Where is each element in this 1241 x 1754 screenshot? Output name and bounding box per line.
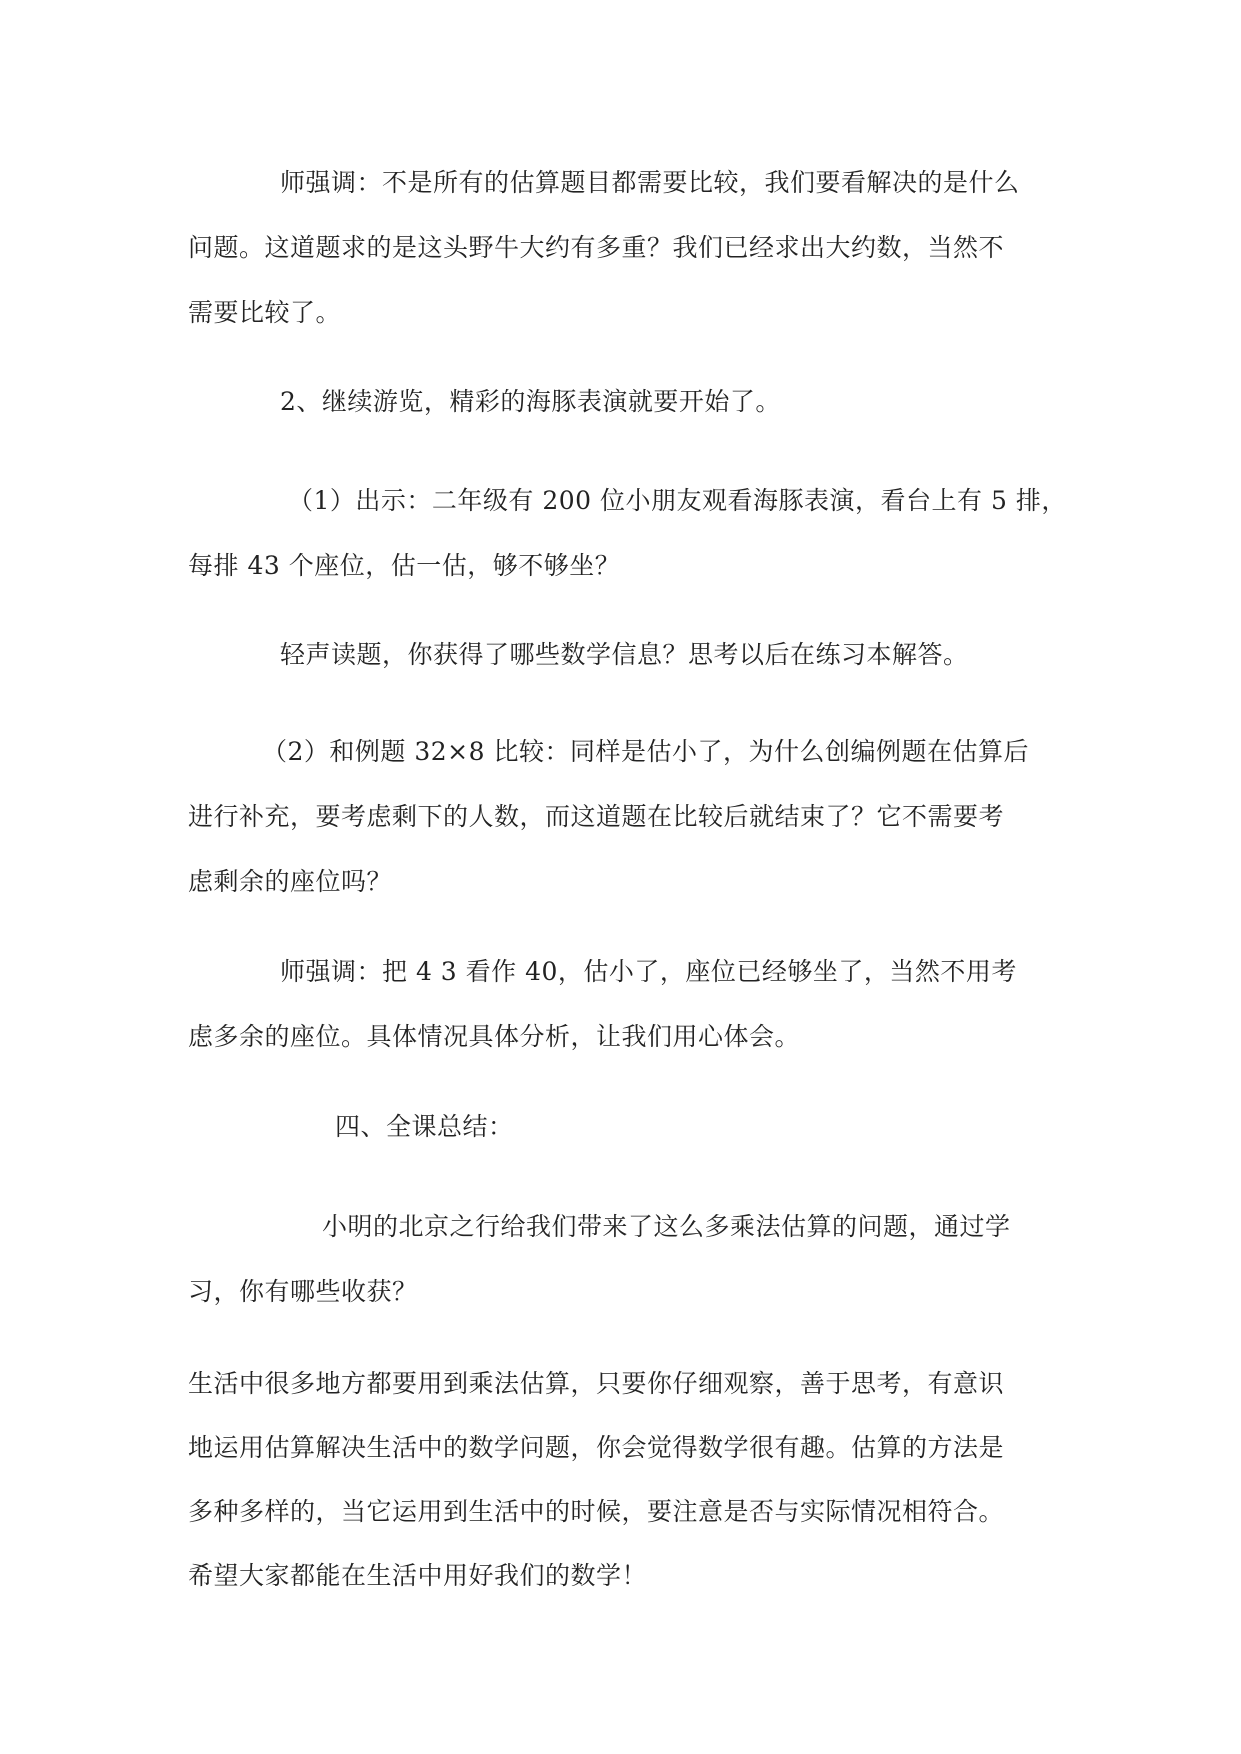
text-line: （1）出示：二年级有 200 位小朋友观看海豚表演，看台上有 5 排，	[288, 486, 1067, 515]
text-line: 轻声读题，你获得了哪些数学信息？思考以后在练习本解答。	[280, 640, 969, 669]
text-line: 进行补充，要考虑剩下的人数，而这道题在比较后就结束了？它不需要考	[188, 802, 1005, 831]
text-line: 小明的北京之行给我们带来了这么多乘法估算的问题，通过学	[322, 1212, 1011, 1241]
section-heading: 2、继续游览，精彩的海豚表演就要开始了。	[280, 387, 781, 416]
text-line: 习，你有哪些收获？	[188, 1277, 418, 1306]
text-line: 需要比较了。	[188, 298, 342, 327]
text-line: 虑剩余的座位吗？	[188, 867, 393, 896]
section-heading: 四、全课总结：	[335, 1112, 514, 1141]
text-line: 师强调：不是所有的估算题目都需要比较，我们要看解决的是什么	[280, 168, 1020, 197]
text-line: 每排 43 个座位，估一估，够不够坐？	[188, 551, 621, 580]
text-line: 生活中很多地方都要用到乘法估算，只要你仔细观察，善于思考，有意识	[188, 1369, 1005, 1398]
text-line: 虑多余的座位。具体情况具体分析，让我们用心体会。	[188, 1022, 801, 1051]
text-line: 师强调：把 4 3 看作 40，估小了，座位已经够坐了，当然不用考	[280, 957, 1017, 986]
text-line: 希望大家都能在生活中用好我们的数学！	[188, 1561, 648, 1590]
text-line: 问题。这道题求的是这头野牛大约有多重？我们已经求出大约数，当然不	[188, 233, 1005, 262]
text-line: 地运用估算解决生活中的数学问题，你会觉得数学很有趣。估算的方法是	[188, 1433, 1005, 1462]
text-line: 多种多样的，当它运用到生活中的时候，要注意是否与实际情况相符合。	[188, 1497, 1005, 1526]
text-line: （2）和例题 32×8 比较：同样是估小了，为什么创编例题在估算后	[262, 737, 1029, 766]
